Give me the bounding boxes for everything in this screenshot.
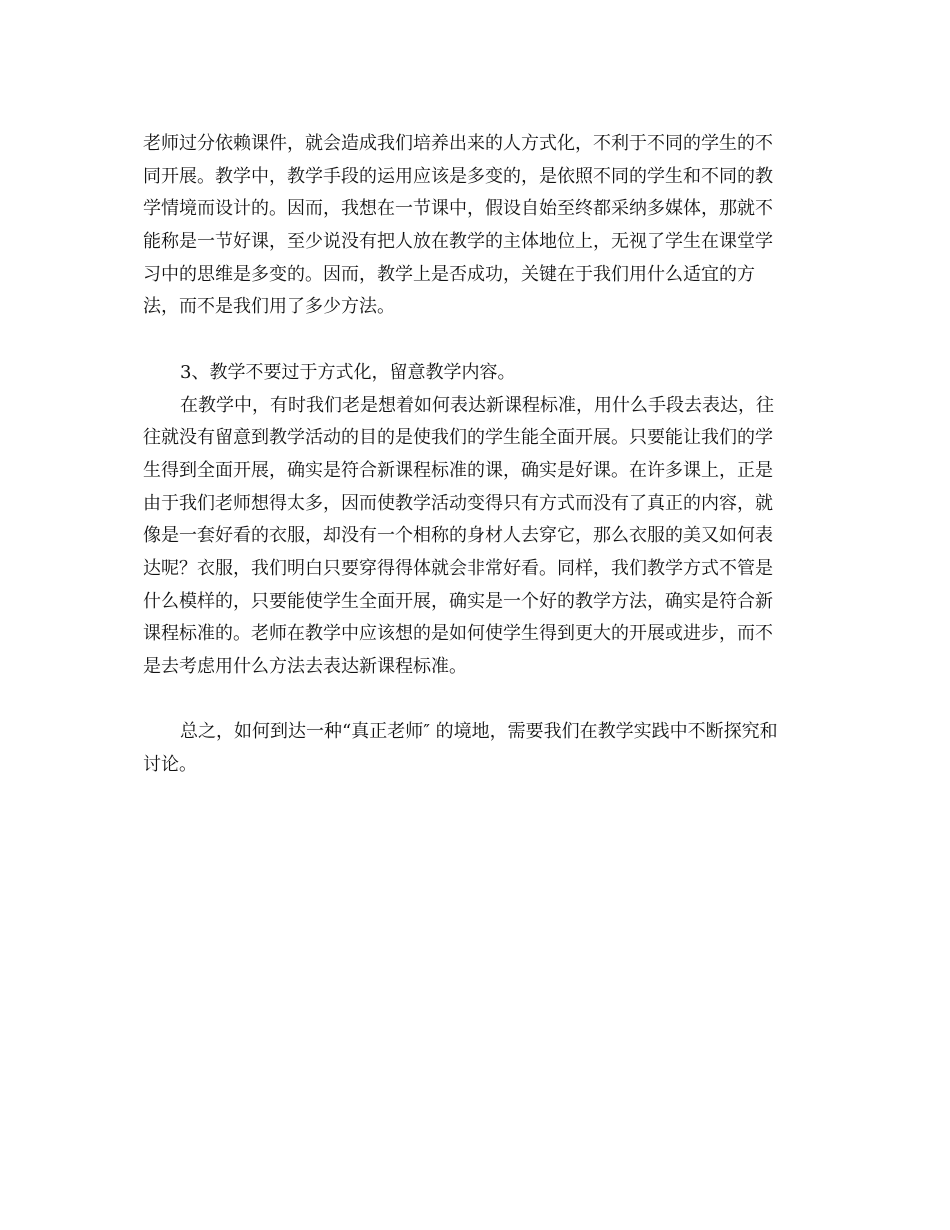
heading-line: 3、教学不要过于方式化，留意教学内容。 xyxy=(180,361,516,383)
text-line: 学情境而设计的。因而，我想在一节课中，假设自始至终都采纳多媒体，那就不 xyxy=(143,198,773,220)
text-line: 由于我们老师想得太多，因而使教学活动变得只有方式而没有了真正的内容，就 xyxy=(143,492,773,514)
section-heading-3 xyxy=(143,357,807,390)
text-line: 什么模样的，只要能使学生全面开展，确实是一个好的教学方法，确实是符合新 xyxy=(143,590,773,612)
text-line: 生得到全面开展，确实是符合新课程标准的课，确实是好课。在许多课上，正是 xyxy=(143,459,773,481)
text-line: 往就没有留意到教学活动的目的是使我们的学生能全面开展。只要能让我们的学 xyxy=(143,427,773,449)
text-line: 能称是一节好课，至少说没有把人放在教学的主体地位上，无视了学生在课堂学 xyxy=(143,231,773,253)
paragraph-teaching-content xyxy=(143,390,807,684)
text-line: 习中的思维是多变的。因而，教学上是否成功，关键在于我们用什么适宜的方 xyxy=(143,263,755,285)
text-line: 同开展。教学中，教学手段的运用应该是多变的，是依照不同的学生和不同的教 xyxy=(143,165,773,187)
text-line: 总之，如何到达一种“真正老师″ 的境地，需要我们在教学实践中不断探究和 xyxy=(180,721,778,743)
text-line: 是去考虑用什么方法去表达新课程标准。 xyxy=(143,656,467,677)
document-body xyxy=(143,128,807,782)
text-line: 课程标准的。老师在教学中应该想的是如何使学生得到更大的开展或进步，而不 xyxy=(143,623,773,645)
text-line: 老师过分依赖课件，就会造成我们培养出来的人方式化，不利于不同的学生的不 xyxy=(143,133,773,154)
paragraph-teaching-methods xyxy=(143,128,807,324)
text-line: 达呢？衣服，我们明白只要穿得得体就会非常好看。同样，我们教学方式不管是 xyxy=(143,557,773,579)
paragraph-spacer xyxy=(143,684,807,717)
text-line: 在教学中，有时我们老是想着如何表达新课程标准，用什么手段去表达，往 xyxy=(180,394,774,416)
paragraph-conclusion xyxy=(143,716,807,781)
text-line: 法，而不是我们用了多少方法。 xyxy=(143,296,395,318)
text-line: 像是一套好看的衣服，却没有一个相称的身材人去穿它，那么衣服的美又如何表 xyxy=(143,525,773,547)
paragraph-spacer xyxy=(143,324,807,357)
text-line: 讨论。 xyxy=(143,754,197,776)
